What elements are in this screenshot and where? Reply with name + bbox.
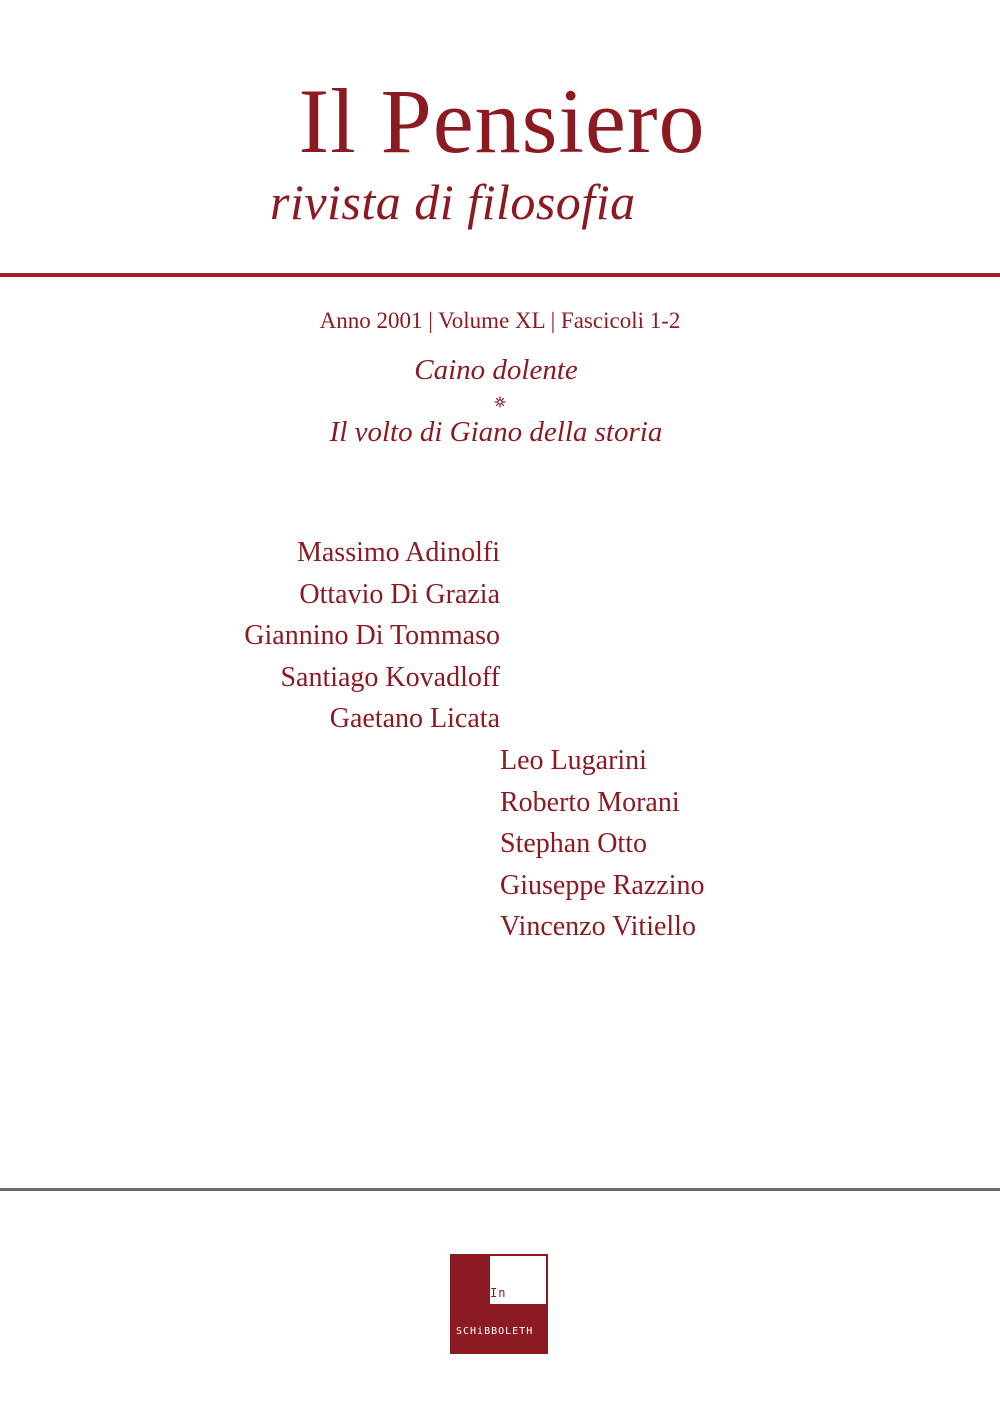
bottom-divider	[0, 1188, 1000, 1191]
author-name: Ottavio Di Grazia	[299, 578, 500, 610]
author-name: Giannino Di Tommaso	[244, 620, 500, 652]
author-name: Stephan Otto	[500, 828, 647, 860]
asterisk-star-icon	[494, 396, 506, 408]
publisher-logo	[450, 1254, 548, 1354]
logo-text-in: In	[490, 1286, 507, 1300]
issue-topic-1: Caino dolente	[414, 354, 578, 386]
author-name: Leo Lugarini	[500, 745, 647, 776]
logo-text-publisher: SCHiBBOLETH	[456, 1326, 534, 1337]
author-name: Santiago Kovadloff	[280, 661, 500, 693]
authors-list-right	[500, 740, 950, 948]
author-name: Giuseppe Razzino	[500, 869, 705, 901]
author-name: Roberto Morani	[500, 786, 680, 818]
author-name: Vincenzo Vitiello	[500, 911, 696, 943]
author-name: Gaetano Licata	[329, 703, 500, 735]
logo-block-top	[452, 1256, 490, 1304]
author-name: Massimo Adinolfi	[296, 537, 500, 568]
authors-list-left	[0, 532, 500, 740]
journal-subtitle: rivista di filosofia	[270, 174, 636, 230]
issue-info: Anno 2001 | Volume XL | Fascicoli 1-2	[319, 308, 681, 333]
issue-topic-2: Il volto di Giano della storia	[329, 416, 663, 448]
journal-title: Il Pensiero	[298, 70, 706, 172]
top-divider	[0, 273, 1000, 277]
